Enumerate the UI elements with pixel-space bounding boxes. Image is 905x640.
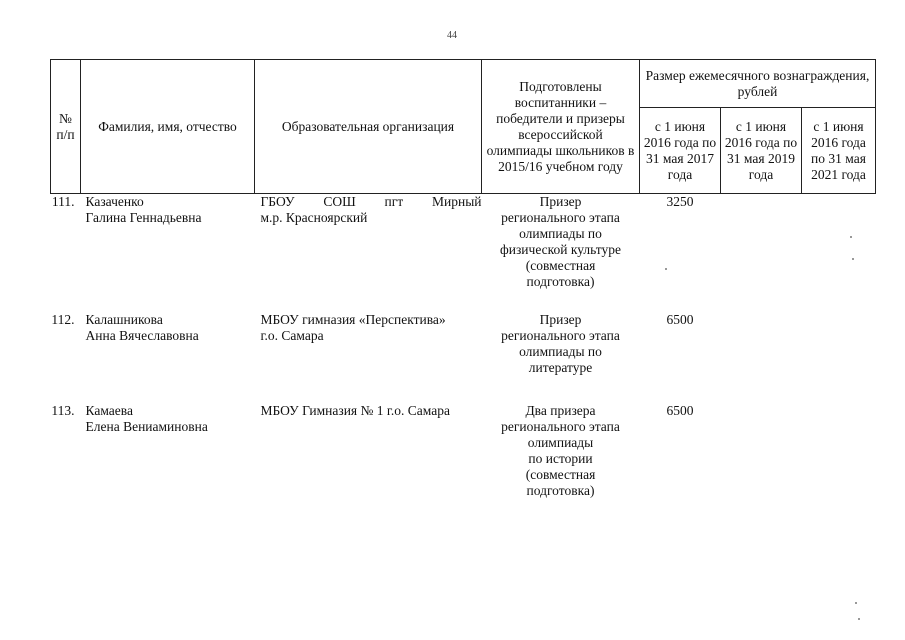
surname: Калашникова: [85, 312, 163, 327]
achievement: [482, 312, 640, 403]
achievement-line: регионального этапа: [501, 328, 620, 343]
achievement: [482, 194, 640, 313]
scan-speck: [852, 258, 854, 260]
achievement-line: регионального этапа: [501, 419, 620, 434]
org-line-2: г.о. Самара: [260, 328, 324, 343]
given-names: Елена Вениаминовна: [85, 419, 208, 434]
scan-speck: [665, 268, 667, 270]
amount-2021: [802, 403, 876, 523]
amount-2021: [802, 194, 876, 313]
organization: [255, 312, 482, 403]
person-name: [81, 194, 255, 313]
organization: [255, 194, 482, 313]
table-row: [51, 312, 876, 403]
table-row: [51, 403, 876, 523]
achievement: [482, 403, 640, 523]
given-names: Галина Геннадьевна: [85, 210, 202, 225]
header-reward: Размер ежемесячного вознаграждения, рублей: [640, 60, 876, 108]
organization: [255, 403, 482, 523]
achievement-line: Два призера: [525, 403, 596, 418]
header-period-2017: с 1 июня 2016 года по 31 мая 2017 года: [640, 108, 721, 194]
achievement-line: Призер: [539, 194, 582, 209]
achievement-line: физической культуре: [500, 242, 621, 257]
amount-2017: 6500: [666, 403, 694, 418]
header-name: Фамилия, имя, отчество: [81, 60, 255, 194]
scan-speck: [858, 618, 860, 620]
org-line-1: МБОУ Гимназия № 1 г.о. Самара: [260, 403, 450, 418]
awards-table: [50, 59, 876, 523]
header-period-2021: с 1 июня 2016 года по 31 мая 2021 года: [802, 108, 876, 194]
surname: Камаева: [85, 403, 133, 418]
header-num: № п/п: [51, 60, 81, 194]
achievement-line: (совместная: [525, 258, 596, 273]
scan-speck: [855, 602, 857, 604]
achievement-line: олимпиады по: [519, 344, 602, 359]
achievement-line: подготовка): [526, 483, 595, 498]
achievement-line: литературе: [528, 360, 593, 375]
amount-2017: 3250: [666, 194, 694, 209]
achievement-line: олимпиады по: [519, 226, 602, 241]
header-organization: Образовательная организация: [255, 60, 482, 194]
achievement-line: регионального этапа: [501, 210, 620, 225]
table-row: [51, 194, 876, 313]
header-period-2019: с 1 июня 2016 года по 31 мая 2019 года: [721, 108, 802, 194]
row-number: 112.: [51, 312, 75, 327]
person-name: [81, 403, 255, 523]
row-number: 111.: [51, 194, 75, 209]
achievement-line: олимпиады: [527, 435, 594, 450]
achievement-line: Призер: [539, 312, 582, 327]
org-line-1: ГБОУ СОШ пгт Мирный: [260, 194, 482, 209]
achievement-line: подготовка): [526, 274, 595, 289]
header-achievement: Подготовлены воспитанники – победители и призеры всероссийской олимпиады школьников в 2015/16 учебном году: [482, 60, 640, 194]
amount-2019: [721, 194, 802, 313]
org-line-1: МБОУ гимназия «Перспектива»: [260, 312, 446, 327]
person-name: [81, 312, 255, 403]
surname: Казаченко: [85, 194, 144, 209]
achievement-line: (совместная: [525, 467, 596, 482]
scan-speck: [850, 236, 852, 238]
amount-2019: [721, 403, 802, 523]
amount-2017: 6500: [666, 312, 694, 327]
amount-2021: [802, 312, 876, 403]
row-number: 113.: [51, 403, 75, 418]
page-number: 44: [447, 30, 457, 41]
amount-2019: [721, 312, 802, 403]
achievement-line: по истории: [528, 451, 593, 466]
given-names: Анна Вячеславовна: [85, 328, 199, 343]
org-line-2: м.р. Красноярский: [260, 210, 368, 225]
